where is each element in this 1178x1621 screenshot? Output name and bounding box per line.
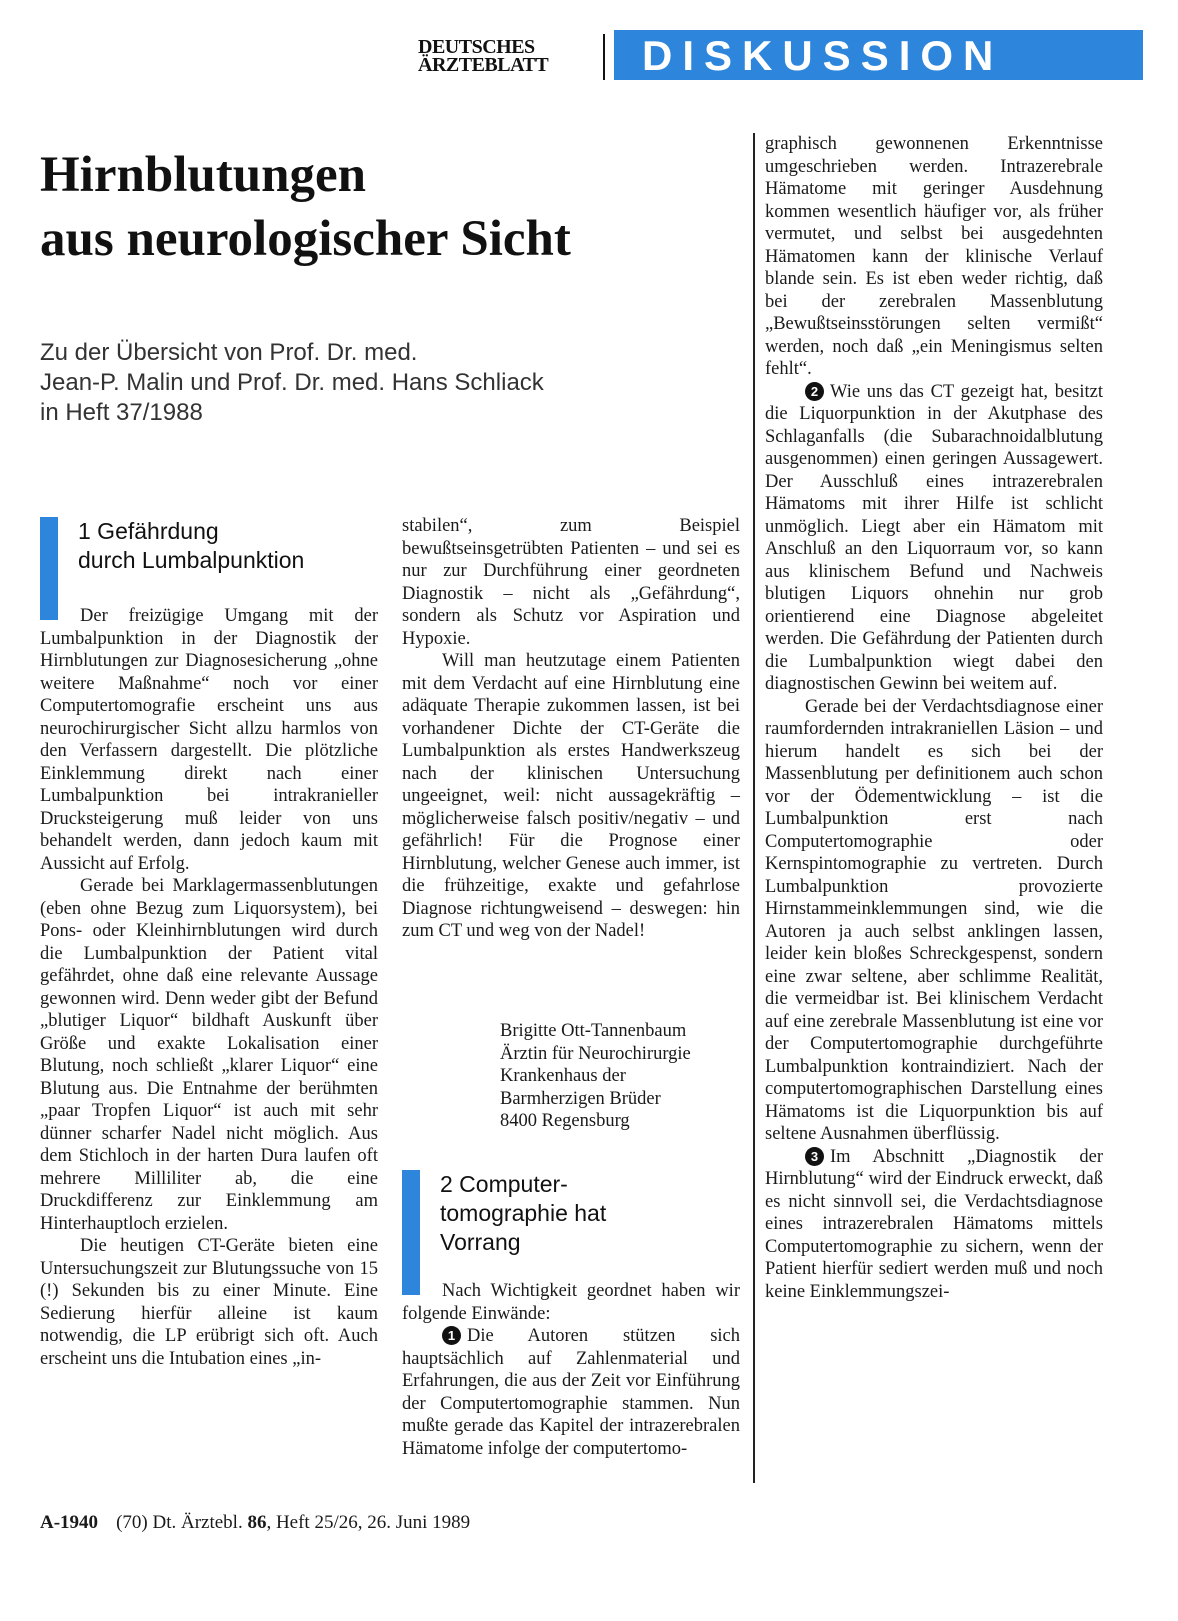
- signature-block: [500, 1020, 760, 1133]
- column-1: [40, 605, 378, 1370]
- paragraph: graphisch gewonnenen Erkenntnisse umgeschrieben werden. Intrazerebrale Hämatome mit geringer Ausdehnung kommen wesentlich häufiger vor, als früher vermutet, und selbst bei ausgedehnten Hämatomen kann der klinische Verlauf blande sein. Es ist eben weder richtig, daß bei der zerebralen Massenblutung „Bewußtseinsstörungen selten vermißt“ werden, noch daß „ein Meningismus selten fehlt“.: [765, 134, 1103, 379]
- author-name: Brigitte Ott-Tannenbaum: [500, 1021, 687, 1041]
- author-institution: Krankenhaus der: [500, 1066, 626, 1086]
- heading-line: 1 Gefährdung: [78, 518, 219, 544]
- section-label: DISKUSSION: [642, 32, 1004, 79]
- page-footer: [40, 1512, 470, 1534]
- heading-line: durch Lumbalpunktion: [78, 547, 305, 573]
- letter2-heading: [402, 1170, 742, 1295]
- numbered-paragraph: [402, 1325, 740, 1460]
- paragraph: Gerade bei der Verdachtsdiagnose einer raumfordernden intrakraniellen Läsion – und hierum handelt es sich bei der Massenblutung per definitionem auch schon vor der Ödementwicklung – ist die Lumbalpunktion erst nach Computertomographie oder Kernspintomographie zu vertreten. Durch Lumbalpunktion provozierte Hirnstammeinklemmungen sind, wie die Autoren ja auch selbst anklingen lassen, leider kein bloßes Schreckgespenst, sondern eine zwar seltene, aber schlimme Realität, die vermeidbar ist. Bei klinischem Verdacht auf eine zerebrale Massenblutung ist eine vor der Computertomographie durchgeführte Lumbalpunktion kontraindiziert. Nach der computertomographischen Darstellung eines Hämatoms ist die Liquorpunktion bis auf seltene Ausnahmen überflüssig.: [765, 696, 1103, 1144]
- numbered-paragraph: [765, 381, 1103, 696]
- paragraph: stabilen“, zum Beispiel bewußtseinsgetrübten Patienten – und sei es nur zur Durchführung einer geordneten Diagnostik – nicht als „Gefährdung“, sondern als Schutz vor Aspiration und Hypoxie.: [402, 516, 740, 649]
- page-number: A-1940: [40, 1512, 99, 1533]
- brand-line-1: DEUTSCHES: [418, 36, 535, 58]
- title-line-2: aus neurologischer Sicht: [40, 211, 571, 267]
- paragraph: Der freizügige Umgang mit der Lumbalpunktion in der Diagnostik der Hirnblutungen zur Diagnosesicherung „ohne weitere Maßnahme“ noch vor einer Computertomografie erscheint uns aus neurochirurgischer Sicht allzu harmlos von den Verfassern dargestellt. Die plötzliche Einklemmung direkt nach einer Lumbalpunktion bei intrakranieller Drucksteigerung muß leider von uns behandelt werden, dann jedoch kaum mit Aussicht auf Erfolg.: [40, 606, 378, 874]
- title-line-1: Hirnblutungen: [40, 147, 366, 203]
- citation-prefix: (70) Dt. Ärztebl.: [116, 1512, 243, 1533]
- paragraph-text: Im Abschnitt „Diagnostik der Hirnblutung“ wird der Eindruck erweckt, daß es nicht sinnvoll sei, die Verdachtsdiagnose eines intrazerebralen Hämatoms mittels Computertomographie zu sichern, wenn der Patient hierfür sediert werden muß und noch keine Einklemmungszei-: [765, 1146, 1103, 1302]
- masthead-divider: [603, 34, 605, 80]
- column-2-lower: [402, 1280, 740, 1460]
- article-title: [40, 143, 760, 271]
- article-subtitle: [40, 338, 740, 428]
- column-2: [402, 515, 740, 943]
- heading-accent-bar: [402, 1170, 420, 1295]
- author-title: Ärztin für Neurochirurgie: [500, 1043, 691, 1064]
- letter2-heading-text: [440, 1170, 750, 1257]
- section-band: [614, 30, 1143, 80]
- paragraph: Die heutigen CT-Geräte bieten eine Untersuchungszeit zur Blutungssuche von 15 (!) Sekunden bis zu einer Minute. Eine Sedierung hierfür alleine ist kaum notwendig, die LP erübrigt sich oft. Auch erscheint uns die Intubation eines „in-: [40, 1236, 378, 1369]
- volume-number: 86: [247, 1512, 267, 1533]
- paragraph-text: Die Autoren stützen sich hauptsächlich auf Zahlenmaterial und Erfahrungen, die aus der Zeit vor Einführung der Computertomographie stammen. Nun mußte gerade das Kapitel der intrazerebralen Hämatome infolge der computertomo-: [402, 1326, 740, 1459]
- paragraph-text: Wie uns das CT gezeigt hat, besitzt die Liquorpunktion in der Akutphase des Schlaganfalls (die Subarachnoidalblutung ausgenommen) einen geringen Aussagewert. Der Ausschluß eines intrazerebralen Hämatoms mit ihrer Hilfe ist schlicht unmöglich. Liegt aber ein Hämatom mit Anschluß an den Liquorraum vor, so kann aus klinischem Befund und Nachweis blutigen Liquors ohnehin nur grob orientierend eine Diagnose abgeleitet werden. Die Gefährdung der Patienten durch die Lumbalpunktion wiegt dabei den diagnostischen Gewinn bei weitem auf.: [765, 381, 1103, 694]
- paragraph: Gerade bei Marklagermassenblutungen (eben ohne Bezug zum Liquorsystem), bei Pons- oder Kleinhirnblutungen wird durch die Lumbalpunktion der Patient vital gefährdet, ohne daß eine relevante Aussage gewonnen wird. Denn weder gibt der Befund „blutiger Liquor“ bildhaft Auskunft über Größe und exakte Lokalisation einer Blutung, noch schließt „klarer Liquor“ eine Blutung aus. Die Entnahme der berühmten „paar Tropfen Liquor“ ist auch mit sehr dünner scharfer Nadel nicht möglich. Aus dem Stichloch in der harten Dura laufen oft mehrere Milliliter ab, die eine Druckdifferenz zur Einklemmung am Hinterhauptloch erzielen.: [40, 876, 378, 1234]
- column-3: [765, 133, 1103, 1303]
- citation-suffix: , Heft 25/26, 26. Juni 1989: [266, 1512, 471, 1533]
- author-city: 8400 Regensburg: [500, 1111, 630, 1131]
- heading-line: Vorrang: [440, 1229, 521, 1255]
- number-3-icon: 3: [805, 1147, 824, 1166]
- letter1-heading-text: [78, 517, 388, 575]
- masthead: [418, 30, 1143, 82]
- heading-line: 2 Computer-: [440, 1171, 568, 1197]
- journal-brand: [418, 38, 548, 74]
- numbered-paragraph: [765, 1146, 1103, 1304]
- number-1-icon: 1: [442, 1326, 461, 1345]
- heading-line: tomographie hat: [440, 1200, 607, 1226]
- author-institution: Barmherzigen Brüder: [500, 1088, 661, 1109]
- subtitle-line-3: in Heft 37/1988: [40, 399, 203, 426]
- paragraph: Will man heutzutage einem Patienten mit dem Verdacht auf eine Hirnblutung eine adäquate Therapie zukommen lassen, ist bei vorhandener Dichte der CT-Geräte die Lumbalpunktion als erstes Handwerkszeug nach der klinischen Untersuchung ungeeignet, weil: nicht aussagekräftig – möglicherweise falsch positiv/negativ – und gefährlich! Für die Prognose einer Hirnblutung, welcher Genese auch immer, ist die frühzeitige, exakte und gefahrlose Diagnose richtungweisend – deswegen: hin zum CT und weg von der Nadel!: [402, 651, 740, 941]
- brand-line-2: ÄRZTEBLATT: [418, 54, 549, 76]
- subtitle-line-1: Zu der Übersicht von Prof. Dr. med.: [40, 339, 418, 366]
- paragraph: Nach Wichtigkeit geordnet haben wir folgende Einwände:: [402, 1281, 740, 1324]
- number-2-icon: 2: [805, 382, 824, 401]
- subtitle-line-2: Jean-P. Malin und Prof. Dr. med. Hans Schliack: [40, 369, 544, 396]
- column-divider: [753, 133, 755, 1483]
